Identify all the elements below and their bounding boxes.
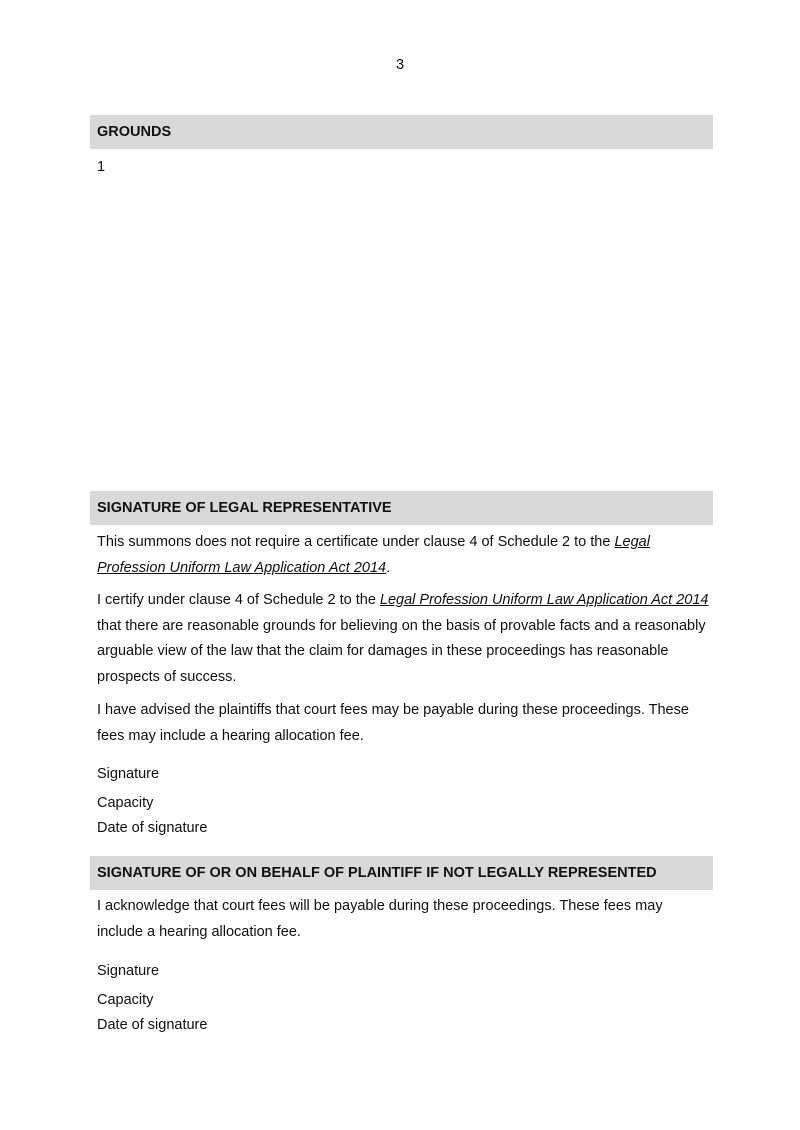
legal-rep-para-1-post: . [386,559,391,576]
act-reference-link[interactable]: Legal Profession Uniform Law Application Act 2014 [379,592,709,608]
page-number: 3 [395,57,405,73]
plaintiff-capacity-label: Capacity [97,992,154,1008]
legal-rep-para-1 [97,530,709,581]
plaintiff-date-label: Date of signature [97,1017,208,1033]
grounds-item-number: 1 [97,159,106,175]
legal-rep-para-2 [97,588,709,690]
legal-rep-date-label: Date of signature [97,820,208,836]
grounds-heading: GROUNDS [90,115,713,149]
plaintiff-heading: SIGNATURE OF OR ON BEHALF OF PLAINTIFF IF NOT LEGALLY REPRESENTED [90,856,713,890]
legal-rep-para-2-post: that there are reasonable grounds for believing on the basis of provable facts and a reasonably arguable view of the law that the claim for damages in these proceedings has reasonable prospects of success. [97,617,706,685]
act-reference-link[interactable]: Legal Profession Uniform Law Application Act 2014 [97,534,650,576]
legal-rep-signature-label: Signature [97,766,160,782]
legal-rep-capacity-label: Capacity [97,795,154,811]
plaintiff-signature-label: Signature [97,963,160,979]
legal-rep-heading: SIGNATURE OF LEGAL REPRESENTATIVE [90,491,713,525]
plaintiff-para-1: I acknowledge that court fees will be payable during these proceedings. These fees may include a hearing allocation fee. [97,898,663,940]
legal-rep-para-3: I have advised the plaintiffs that court fees may be payable during these proceedings. These fees may include a hearing allocation fee. [97,702,689,744]
legal-rep-para-2-pre: I certify under clause 4 of Schedule 2 to the [97,592,380,608]
legal-rep-para-1-pre: This summons does not require a certificate under clause 4 of Schedule 2 to the [97,534,615,550]
